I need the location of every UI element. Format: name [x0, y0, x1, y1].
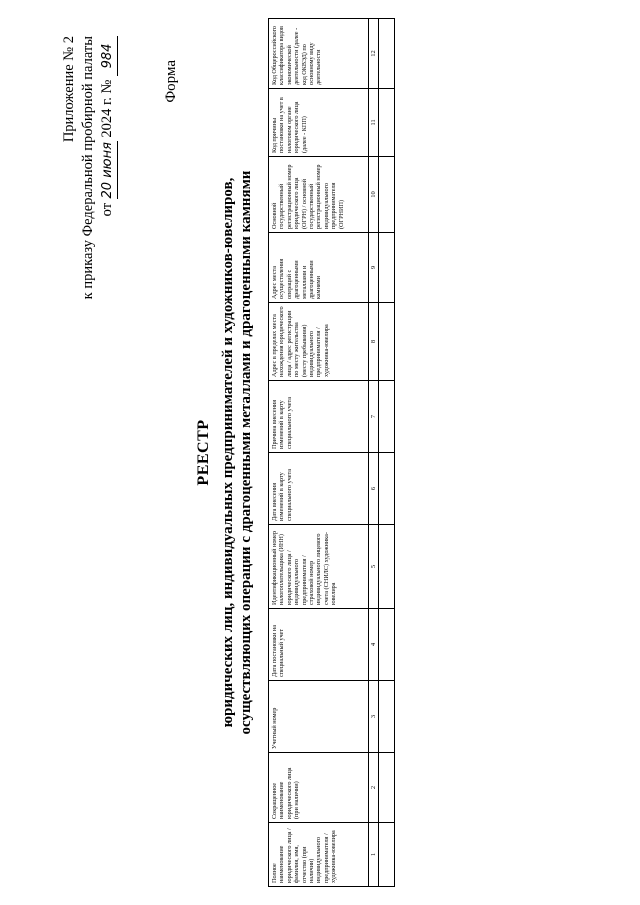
- header-cell: Адрес места осуществления операций с драгоценными металлами и драгоценными камнями: [269, 233, 369, 303]
- from-word: от: [99, 202, 115, 217]
- column-number: 1: [369, 823, 379, 887]
- column-number: 6: [369, 453, 379, 525]
- column-number: 7: [369, 381, 379, 453]
- appendix-date-line: [98, 36, 118, 356]
- handwritten-date: 20 июня: [98, 141, 118, 199]
- appendix-order-ref: к приказу Федеральной пробирной палаты: [80, 36, 96, 300]
- register-title: [195, 0, 255, 905]
- header-cell: Учетный номер: [269, 681, 369, 753]
- column-number: 9: [369, 233, 379, 303]
- header-cell: Код причины постановки на учет в налоговом органе юридического лица (далее - КПП): [269, 89, 369, 157]
- column-number: 12: [369, 19, 379, 89]
- table-empty-row: [379, 19, 395, 887]
- table-number-row: [369, 19, 379, 887]
- column-number: 5: [369, 525, 379, 609]
- year-label: 2024 г. №: [99, 79, 115, 138]
- column-number: 11: [369, 89, 379, 157]
- header-cell: Код Общероссийского классификатора видов экономической деятельности (далее - код ОКВЭД) по основному виду деятельности: [269, 19, 369, 89]
- column-number: 4: [369, 609, 379, 681]
- header-cell: Полное наименование юридического лица / фамилия, имя, отчество (при наличии) индивидуального предпринимателя / художника-ювелира: [269, 823, 369, 887]
- column-number: 3: [369, 681, 379, 753]
- handwritten-number: 984: [98, 36, 118, 76]
- column-number: 10: [369, 157, 379, 233]
- register-title-line3: осуществляющих операции с драгоценными металлами и драгоценными камнями: [238, 170, 254, 735]
- form-label: Форма: [163, 60, 179, 103]
- header-cell: Дата постановки на специальный учет: [269, 609, 369, 681]
- appendix-title: Приложение № 2: [61, 36, 77, 143]
- table-header-row: [269, 19, 369, 887]
- register-table: [268, 18, 395, 887]
- appendix-header: [60, 36, 118, 356]
- header-cell: Причина внесения изменений в карту специального учета: [269, 381, 369, 453]
- header-cell: Дата внесения изменений в карту специального учета: [269, 453, 369, 525]
- header-cell: Основной государственный регистрационный номер юридического лица (ОГРН) / основной государственный регистрационный номер индивидуального предпринимателя (ОГРНИП): [269, 157, 369, 233]
- column-number: 8: [369, 303, 379, 381]
- header-cell: Сокращенное наименование юридического лица (при наличии): [269, 753, 369, 823]
- header-cell: Адрес в пределах места нахождения юридического лица / адрес регистрации по месту жительства (месту пребывания) индивидуального предпринимателя / художника-ювелира: [269, 303, 369, 381]
- register-title-line2: юридических лиц, индивидуальных предпринимателей и художников-ювелиров,: [220, 177, 236, 728]
- register-title-main: РЕЕСТР: [195, 419, 212, 486]
- column-number: 2: [369, 753, 379, 823]
- header-cell: Идентификационный номер налогоплательщика (ИНН) юридического лица / индивидуального предпринимателя / страховой номер индивидуального лицевого счета (СНИЛС) художника-ювелира: [269, 525, 369, 609]
